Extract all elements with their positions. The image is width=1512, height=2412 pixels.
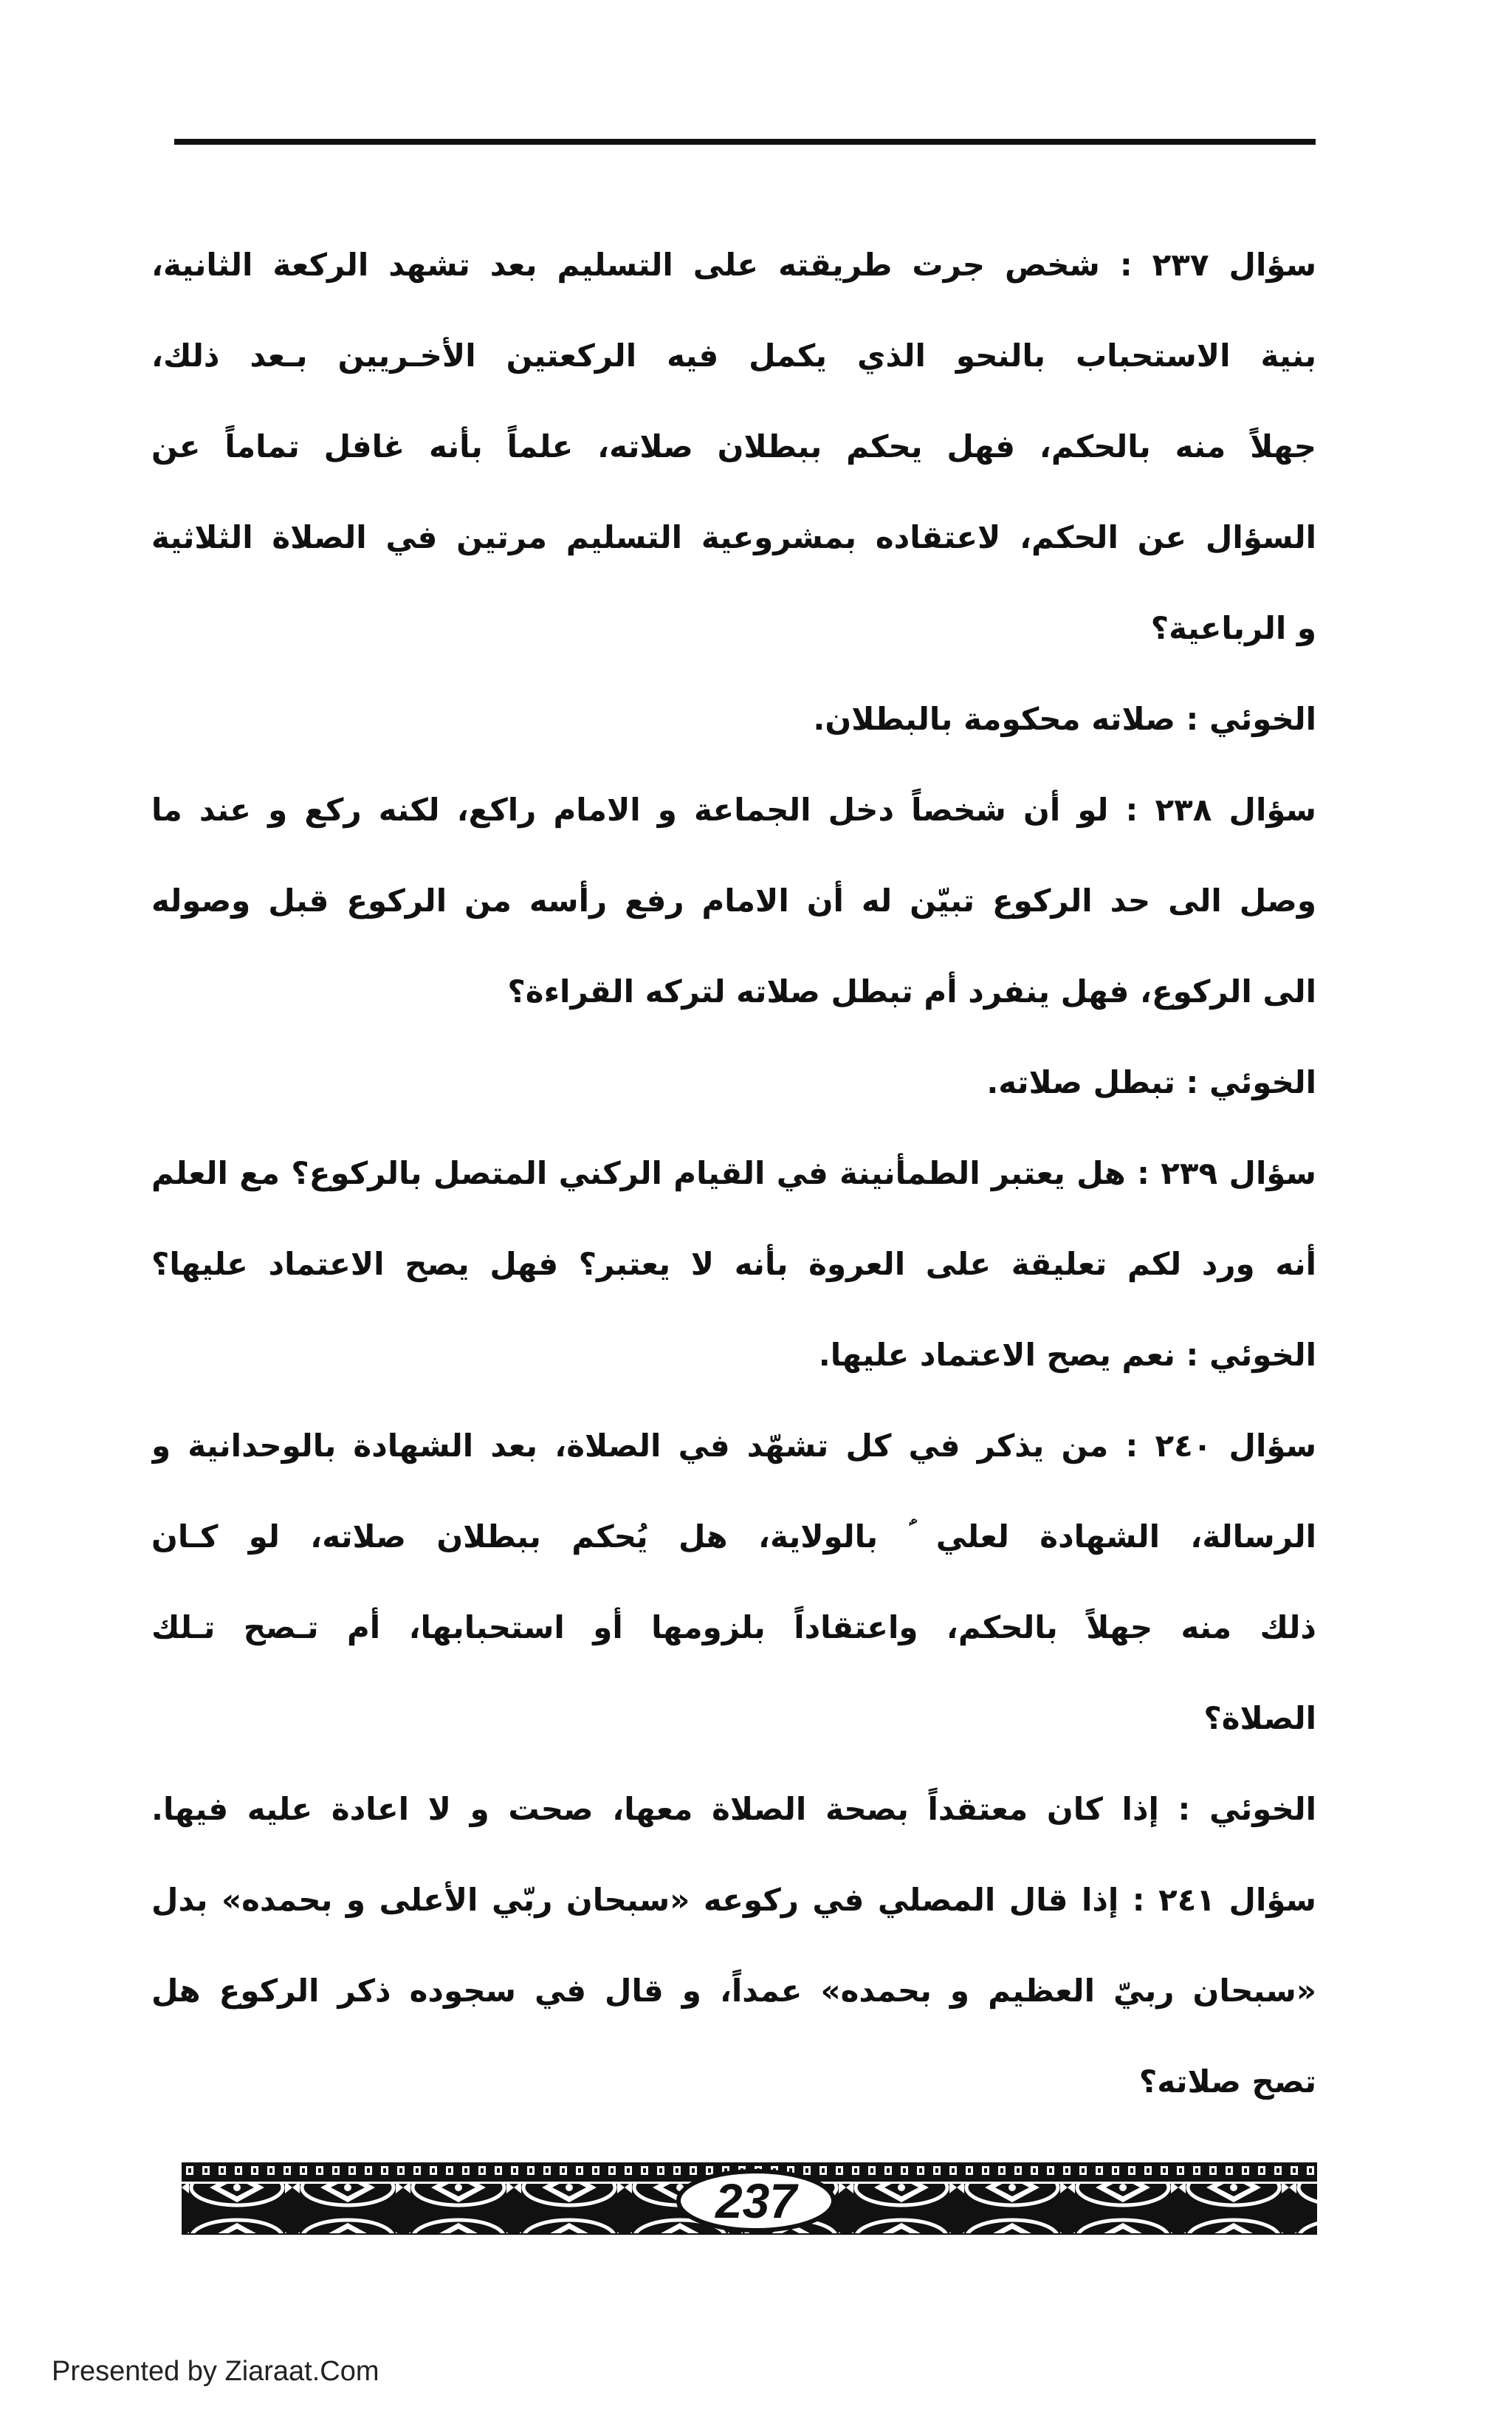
header-rule <box>174 139 1316 145</box>
ornamental-border <box>182 2162 1317 2235</box>
text-line: سؤال ٢٤٠ : من يذكر في كل تشهّد في الصلاة، بعد الشهادة بالوحدانية و <box>151 1428 1316 1464</box>
answer-line: الخوئي : إذا كان معتقداً بصحة الصلاة معها، صحت و لا اعادة عليه فيها. <box>151 1791 1316 1827</box>
text-line: الصلاة؟ <box>1203 1700 1316 1736</box>
text-line: سؤال ٢٤١ : إذا قال المصلي في ركوعه «سبحان ربّي الأعلى و بحمده» بدل <box>151 1882 1316 1918</box>
text-line: الى الركوع، فهل ينفرد أم تبطل صلاته لتركه القراءة؟ <box>507 973 1316 1010</box>
text-line: أنه ورد لكم تعليقة على العروة بأنه لا يعتبر؟ فهل يصح الاعتماد عليها؟ <box>151 1246 1316 1282</box>
text-line: تصح صلاته؟ <box>1138 2063 1316 2100</box>
page-body <box>151 219 1316 2127</box>
footer-credit: Presented by Ziaraat.Com <box>52 2356 379 2387</box>
text-line: بنية الاستحباب بالنحو الذي يكمل فيه الركعتين الأخـريين بـعد ذلك، <box>151 338 1316 374</box>
text-line: الرسالة، الشهادة لعلي ؑ بالولاية، هل يُحكم ببطلان صلاته، لو كـان <box>151 1518 1316 1555</box>
text-line: وصل الى حد الركوع تبيّن له أن الامام رفع رأسه من الركوع قبل وصوله <box>151 883 1316 919</box>
text-line: سؤال ٢٣٨ : لو أن شخصاً دخل الجماعة و الامام راكع، لكنه ركع و عند ما <box>151 792 1316 828</box>
text-line: «سبحان ربيّ العظيم و بحمده» عمداً، و قال في سجوده ذكر الركوع هل <box>151 1973 1316 2009</box>
text-line: سؤال ٢٣٩ : هل يعتبر الطمأنينة في القيام الركني المتصل بالركوع؟ مع العلم <box>151 1155 1316 1191</box>
text-line: ذلك منه جهلاً بالحكم، واعتقاداً بلزومها أو استحبابها، أم تـصح تـلك <box>151 1609 1316 1645</box>
page-number: 237 <box>715 2173 797 2228</box>
answer-line: الخوئي : تبطل صلاته. <box>986 1064 1316 1100</box>
answer-line: الخوئي : صلاته محكومة بالبطلان. <box>813 701 1316 737</box>
answer-line: الخوئي : نعم يصح الاعتماد عليها. <box>818 1337 1316 1373</box>
text-line: السؤال عن الحكم، لاعتقاده بمشروعية التسليم مرتين في الصلاة الثلاثية <box>151 519 1316 555</box>
text-line: و الرباعية؟ <box>1150 610 1316 646</box>
text-line: جهلاً منه بالحكم، فهل يحكم ببطلان صلاته، علماً بأنه غافل تماماً عن <box>151 428 1316 465</box>
text-line: سؤال ٢٣٧ : شخص جرت طريقته على التسليم بعد تشهد الركعة الثانية، <box>151 247 1316 283</box>
